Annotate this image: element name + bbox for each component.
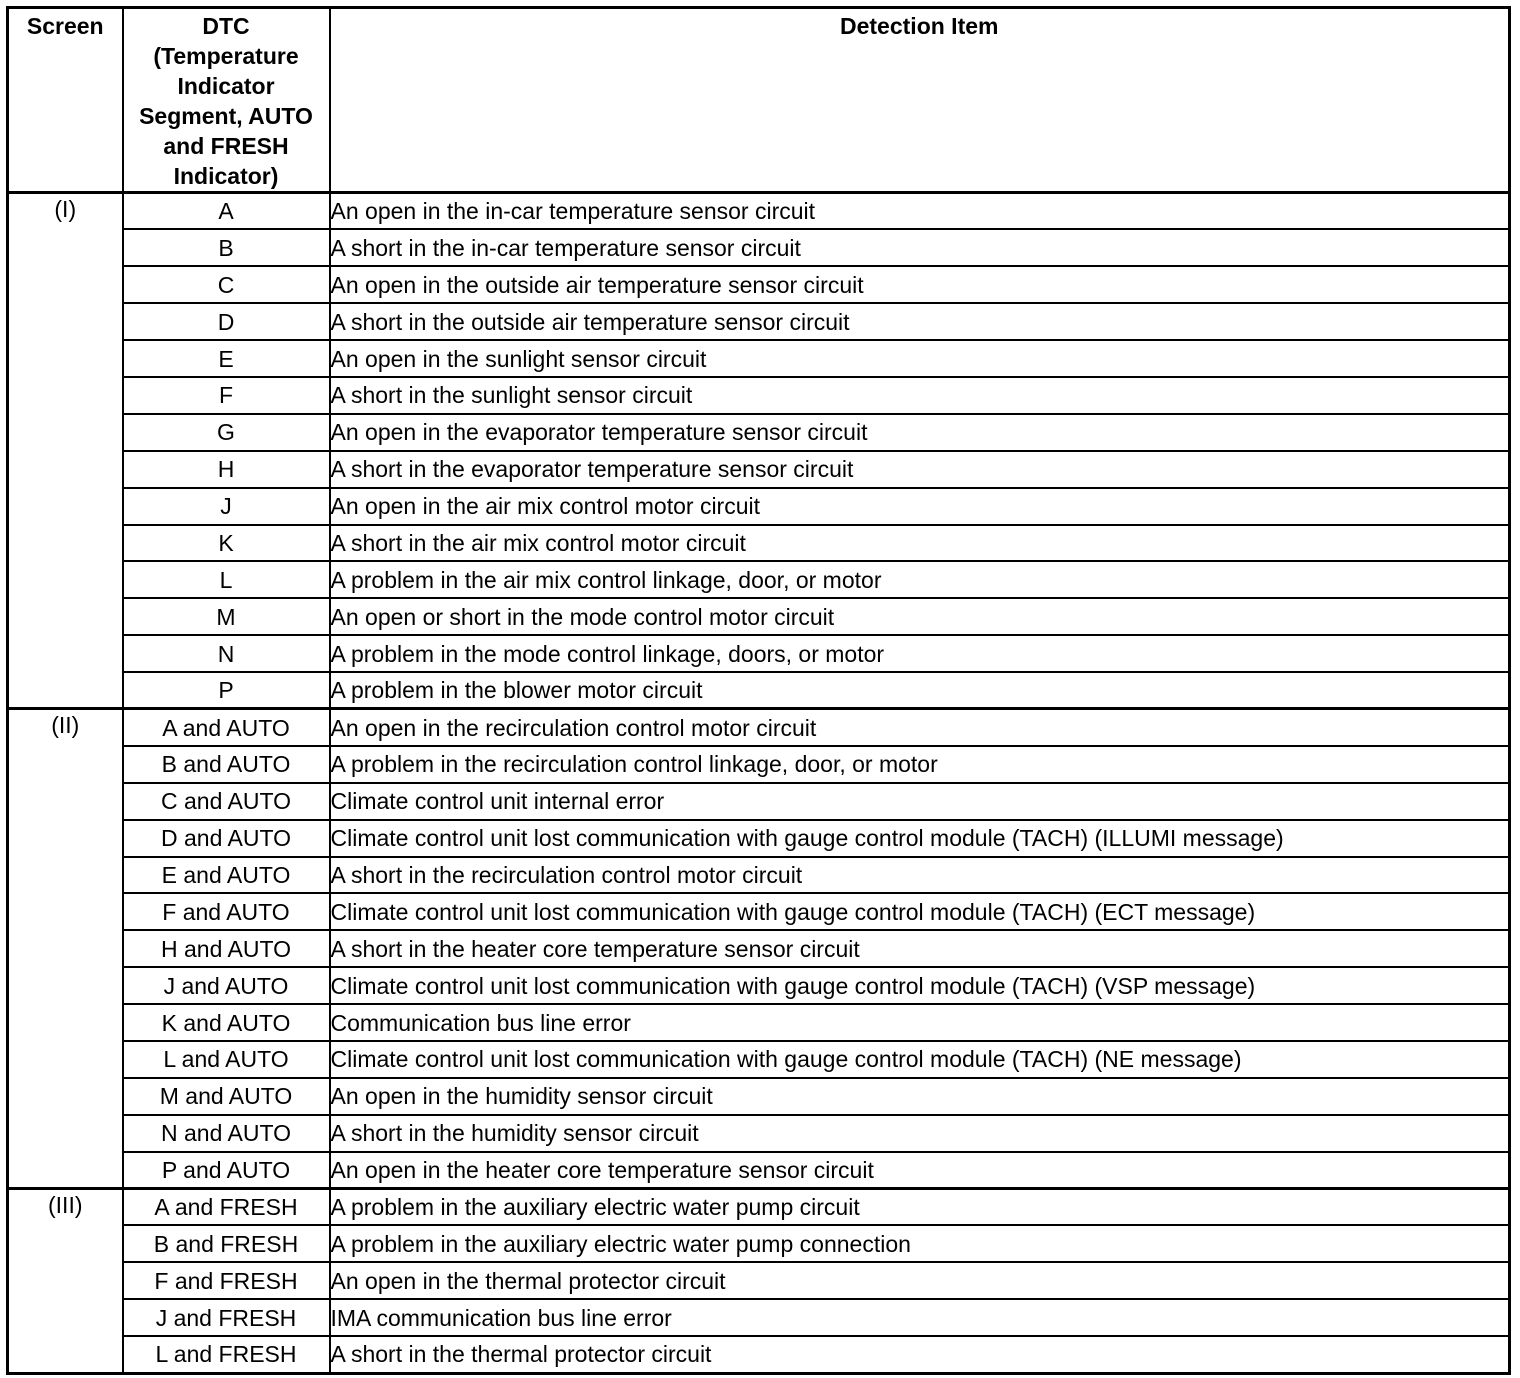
dtc-code: M [123, 598, 330, 635]
header-screen: Screen [8, 8, 123, 193]
detection-item: A problem in the mode control linkage, doors, or motor [330, 635, 1510, 672]
dtc-code: N [123, 635, 330, 672]
header-row [8, 8, 1510, 193]
table-row [8, 1152, 1510, 1189]
detection-item: An open in the air mix control motor circuit [330, 488, 1510, 525]
table-row [8, 561, 1510, 598]
dtc-code: F and FRESH [123, 1262, 330, 1299]
table-row [8, 635, 1510, 672]
detection-item: A problem in the auxiliary electric water pump connection [330, 1225, 1510, 1262]
detection-item: Climate control unit lost communication with gauge control module (TACH) (ECT message) [330, 893, 1510, 930]
dtc-code: B and AUTO [123, 746, 330, 783]
table-row [8, 1336, 1510, 1373]
table-row [8, 746, 1510, 783]
detection-item: Climate control unit lost communication with gauge control module (TACH) (ILLUMI message) [330, 820, 1510, 857]
table-row [8, 414, 1510, 451]
dtc-code: D [123, 303, 330, 340]
detection-item: An open in the heater core temperature sensor circuit [330, 1152, 1510, 1189]
detection-item: A problem in the air mix control linkage, door, or motor [330, 561, 1510, 598]
dtc-code: C [123, 266, 330, 303]
dtc-code: B and FRESH [123, 1225, 330, 1262]
table-row [8, 266, 1510, 303]
detection-item: A problem in the blower motor circuit [330, 672, 1510, 709]
table-row [8, 709, 1510, 746]
screen-label: (I) [8, 193, 123, 709]
table-row [8, 303, 1510, 340]
detection-item: A problem in the auxiliary electric water pump circuit [330, 1189, 1510, 1226]
detection-item: An open in the outside air temperature sensor circuit [330, 266, 1510, 303]
dtc-code: J and AUTO [123, 967, 330, 1004]
dtc-code: L and AUTO [123, 1041, 330, 1078]
detection-item: A short in the thermal protector circuit [330, 1336, 1510, 1373]
dtc-code: F [123, 377, 330, 414]
header-dtc: DTC (Temperature Indicator Segment, AUTO and FRESH Indicator) [123, 8, 330, 193]
dtc-code: L and FRESH [123, 1336, 330, 1373]
detection-item: A short in the air mix control motor circuit [330, 525, 1510, 562]
screen-label: (II) [8, 709, 123, 1189]
detection-item: Climate control unit lost communication with gauge control module (TACH) (VSP message) [330, 967, 1510, 1004]
screen-label: (III) [8, 1189, 123, 1373]
dtc-code: C and AUTO [123, 783, 330, 820]
table-row [8, 783, 1510, 820]
dtc-code: B [123, 229, 330, 266]
dtc-code: J [123, 488, 330, 525]
table-row [8, 930, 1510, 967]
dtc-code: P and AUTO [123, 1152, 330, 1189]
detection-item: An open in the sunlight sensor circuit [330, 340, 1510, 377]
table-row [8, 598, 1510, 635]
detection-item: A short in the humidity sensor circuit [330, 1115, 1510, 1152]
dtc-code: J and FRESH [123, 1299, 330, 1336]
table-row [8, 672, 1510, 709]
dtc-code: A [123, 193, 330, 230]
table-row [8, 967, 1510, 1004]
detection-item: A short in the in-car temperature sensor circuit [330, 229, 1510, 266]
dtc-code: P [123, 672, 330, 709]
detection-item: An open in the humidity sensor circuit [330, 1078, 1510, 1115]
table-row [8, 1189, 1510, 1226]
dtc-code: A and AUTO [123, 709, 330, 746]
detection-item: A short in the evaporator temperature sensor circuit [330, 451, 1510, 488]
detection-item: An open in the recirculation control motor circuit [330, 709, 1510, 746]
table-row [8, 1299, 1510, 1336]
detection-item: A short in the outside air temperature sensor circuit [330, 303, 1510, 340]
header-detection-item: Detection Item [330, 8, 1510, 193]
detection-item: A problem in the recirculation control linkage, door, or motor [330, 746, 1510, 783]
dtc-code: F and AUTO [123, 893, 330, 930]
detection-item: Climate control unit lost communication with gauge control module (TACH) (NE message) [330, 1041, 1510, 1078]
dtc-code: L [123, 561, 330, 598]
dtc-code: M and AUTO [123, 1078, 330, 1115]
detection-item: A short in the heater core temperature sensor circuit [330, 930, 1510, 967]
detection-item: An open in the thermal protector circuit [330, 1262, 1510, 1299]
dtc-code: A and FRESH [123, 1189, 330, 1226]
dtc-code: G [123, 414, 330, 451]
table-row [8, 229, 1510, 266]
dtc-table [6, 6, 1511, 1375]
dtc-code: H and AUTO [123, 930, 330, 967]
dtc-code: K and AUTO [123, 1004, 330, 1041]
dtc-code: E and AUTO [123, 857, 330, 894]
table-row [8, 857, 1510, 894]
dtc-code: K [123, 525, 330, 562]
table-row [8, 488, 1510, 525]
detection-item: A short in the recirculation control motor circuit [330, 857, 1510, 894]
table-row [8, 193, 1510, 230]
table-row [8, 1225, 1510, 1262]
table-row [8, 893, 1510, 930]
dtc-table-body [8, 193, 1510, 1374]
table-row [8, 1078, 1510, 1115]
dtc-code: E [123, 340, 330, 377]
dtc-code: D and AUTO [123, 820, 330, 857]
table-row [8, 1115, 1510, 1152]
table-row [8, 340, 1510, 377]
detection-item: An open in the evaporator temperature sensor circuit [330, 414, 1510, 451]
table-row [8, 1041, 1510, 1078]
detection-item: An open in the in-car temperature sensor circuit [330, 193, 1510, 230]
table-row [8, 1004, 1510, 1041]
detection-item: Communication bus line error [330, 1004, 1510, 1041]
table-row [8, 525, 1510, 562]
detection-item: IMA communication bus line error [330, 1299, 1510, 1336]
detection-item: Climate control unit internal error [330, 783, 1510, 820]
dtc-code: N and AUTO [123, 1115, 330, 1152]
table-row [8, 377, 1510, 414]
detection-item: A short in the sunlight sensor circuit [330, 377, 1510, 414]
table-row [8, 820, 1510, 857]
detection-item: An open or short in the mode control motor circuit [330, 598, 1510, 635]
table-row [8, 451, 1510, 488]
table-row [8, 1262, 1510, 1299]
dtc-code: H [123, 451, 330, 488]
